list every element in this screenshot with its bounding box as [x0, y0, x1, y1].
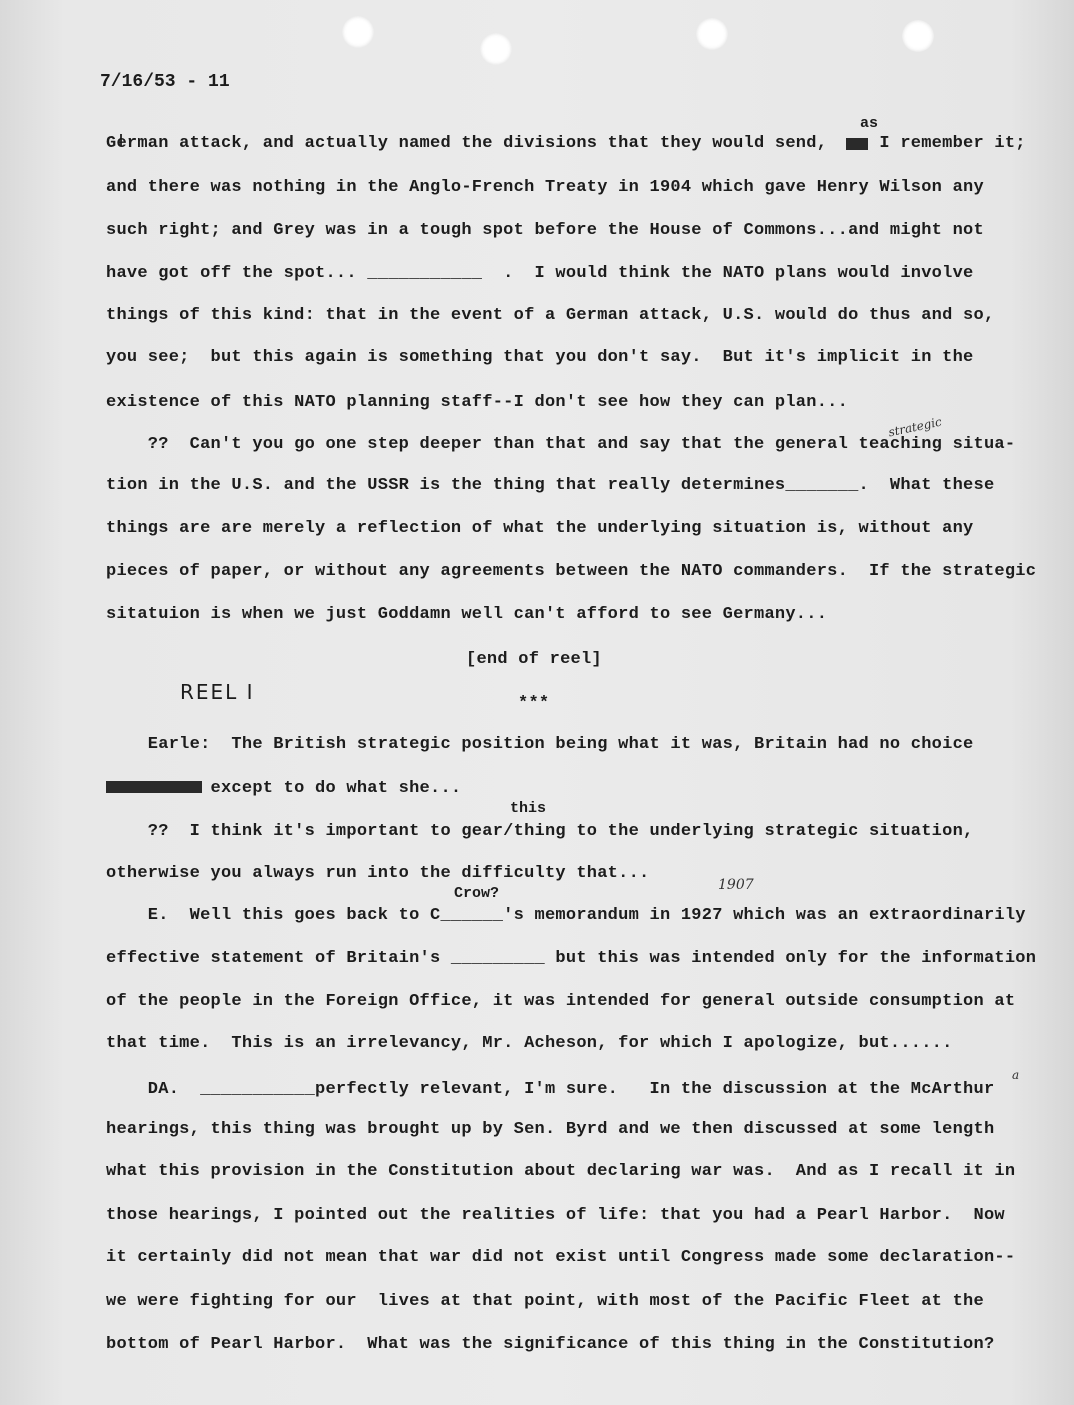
text-line: German attack, and actually named the divisions that they would send, I remember it;: [106, 134, 1026, 153]
text-line: tion in the U.S. and the USSR is the thing that really determines_______. What these: [106, 476, 995, 495]
punch-hole-3: [696, 18, 728, 50]
punch-hole-1: [342, 16, 374, 48]
insertion-as: as: [860, 115, 879, 132]
handwritten-year: 1907: [718, 877, 754, 893]
text-line: what this provision in the Constitution about declaring war was. And as I recall it in: [106, 1162, 1016, 1181]
text-line: DA. ___________perfectly relevant, I'm sure. In the discussion at the McArthur: [106, 1080, 995, 1099]
insertion-this: this: [510, 800, 547, 817]
text-line: otherwise you always run into the difficulty that...: [106, 864, 650, 883]
text-line: have got off the spot... ___________ . I would think the NATO plans would involve: [106, 264, 974, 283]
end-of-reel: [end of reel]: [466, 650, 602, 669]
text-line: Earle: The British strategic position being what it was, Britain had no choice: [106, 735, 974, 754]
punch-hole-2: [480, 33, 512, 65]
punch-hole-4: [902, 20, 934, 52]
text-line: ?? Can't you go one step deeper than that and say that the general teaching situa-: [106, 435, 1016, 454]
text-line: things of this kind: that in the event of a German attack, U.S. would do thus and so,: [106, 306, 995, 325]
text-line: pieces of paper, or without any agreements between the NATO commanders. If the strategic: [106, 562, 1037, 581]
text-line: except to do what she...: [106, 779, 462, 798]
text-line: existence of this NATO planning staff--I don't see how they can plan...: [106, 393, 849, 412]
text-line: effective statement of Britain's _________ but this was intended only for the information: [106, 949, 1037, 968]
text-line: of the people in the Foreign Office, it was intended for general outside consumption at: [106, 992, 1016, 1011]
text-line: you see; but this again is something that you don't say. But it's implicit in the: [106, 348, 974, 367]
text-line: E. Well this goes back to C______'s memorandum in 1927 which was an extraordinarily: [106, 906, 1026, 925]
insertion-crow: Crow?: [454, 885, 500, 902]
text-line: bottom of Pearl Harbor. What was the significance of this thing in the Constitution?: [106, 1335, 995, 1354]
text-line: we were fighting for our lives at that point, with most of the Pacific Fleet at the: [106, 1292, 984, 1311]
text-line: hearings, this thing was brought up by Sen. Byrd and we then discussed at some length: [106, 1120, 995, 1139]
text-line: things are are merely a reflection of what the underlying situation is, without any: [106, 519, 974, 538]
text-line: that time. This is an irrelevancy, Mr. Acheson, for which I apologize, but......: [106, 1034, 953, 1053]
section-separator: ***: [518, 694, 550, 713]
handwritten-strategic: strategic: [887, 414, 943, 440]
text-line: such right; and Grey was in a tough spot before the House of Commons...and might not: [106, 221, 984, 240]
text-line: and there was nothing in the Anglo-French Treaty in 1904 which gave Henry Wilson any: [106, 178, 984, 197]
text-line: sitatuion is when we just Goddamn well can't afford to see Germany...: [106, 605, 828, 624]
text-line: it certainly did not mean that war did not exist until Congress made some declaration--: [106, 1248, 1016, 1267]
text-line: ?? I think it's important to gear/thing to the underlying strategic situation,: [106, 822, 974, 841]
page-reference: 7/16/53 - 11: [100, 72, 230, 92]
handwritten-reel-label: REEL I: [180, 680, 255, 704]
insertion-a: a: [1012, 1068, 1020, 1082]
text-line: those hearings, I pointed out the realities of life: that you had a Pearl Harbor. Now: [106, 1206, 1005, 1225]
